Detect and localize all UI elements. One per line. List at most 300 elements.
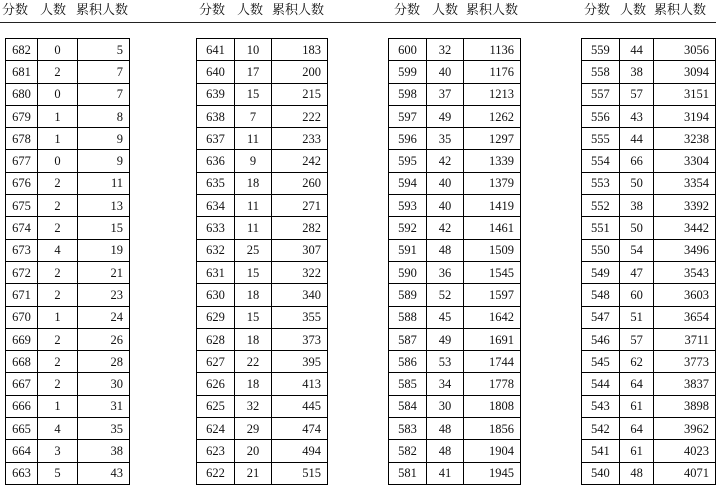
count-cell: 2 — [38, 172, 78, 194]
count-cell: 35 — [427, 128, 464, 150]
table-row — [6, 306, 130, 328]
count-cell: 3 — [38, 440, 78, 462]
score-cell: 641 — [197, 39, 235, 61]
count-cell: 54 — [619, 239, 654, 261]
cumulative-cell: 3354 — [654, 172, 716, 194]
table-row — [582, 128, 716, 150]
count-cell: 30 — [427, 395, 464, 417]
score-table-block — [5, 38, 130, 485]
score-table — [5, 38, 130, 485]
score-cell: 679 — [6, 105, 38, 127]
count-cell: 11 — [235, 217, 272, 239]
score-cell: 628 — [197, 328, 235, 350]
score-cell: 622 — [197, 462, 235, 484]
count-cell: 44 — [619, 39, 654, 61]
score-cell: 544 — [582, 373, 620, 395]
cumulative-cell: 7 — [78, 61, 130, 83]
table-row — [582, 150, 716, 172]
cumulative-cell: 215 — [272, 83, 328, 105]
header-score: 分数 — [394, 2, 421, 17]
count-cell: 15 — [235, 83, 272, 105]
score-cell: 630 — [197, 284, 235, 306]
count-cell: 57 — [619, 83, 654, 105]
score-cell: 545 — [582, 351, 620, 373]
count-cell: 4 — [38, 418, 78, 440]
score-cell: 664 — [6, 440, 38, 462]
score-table-block — [388, 38, 521, 485]
table-row — [582, 284, 716, 306]
table-row — [582, 261, 716, 283]
cumulative-cell: 1945 — [464, 462, 521, 484]
cumulative-cell: 322 — [272, 261, 328, 283]
table-row — [6, 351, 130, 373]
score-cell: 551 — [582, 217, 620, 239]
cumulative-cell: 1461 — [464, 217, 521, 239]
count-cell: 0 — [38, 83, 78, 105]
score-table — [196, 38, 328, 485]
count-cell: 49 — [427, 328, 464, 350]
cumulative-cell: 24 — [78, 306, 130, 328]
score-cell: 639 — [197, 83, 235, 105]
cumulative-cell: 395 — [272, 351, 328, 373]
header-score: 分数 — [2, 2, 29, 17]
cumulative-cell: 11 — [78, 172, 130, 194]
cumulative-cell: 1419 — [464, 195, 521, 217]
score-cell: 672 — [6, 261, 38, 283]
cumulative-cell: 38 — [78, 440, 130, 462]
table-row — [6, 328, 130, 350]
cumulative-cell: 3837 — [654, 373, 716, 395]
cumulative-cell: 1509 — [464, 239, 521, 261]
score-cell: 581 — [389, 462, 427, 484]
score-cell: 636 — [197, 150, 235, 172]
count-cell: 21 — [235, 462, 272, 484]
cumulative-cell: 445 — [272, 395, 328, 417]
header-cumulative: 累积人数 — [654, 2, 707, 17]
header-count: 人数 — [237, 2, 264, 17]
cumulative-cell: 307 — [272, 239, 328, 261]
score-cell: 553 — [582, 172, 620, 194]
score-cell: 559 — [582, 39, 620, 61]
cumulative-cell: 1297 — [464, 128, 521, 150]
score-table-block — [581, 38, 716, 485]
score-cell: 595 — [389, 150, 427, 172]
header-cumulative: 累积人数 — [76, 2, 129, 17]
score-cell: 546 — [582, 328, 620, 350]
table-row — [6, 284, 130, 306]
count-cell: 34 — [427, 373, 464, 395]
cumulative-cell: 271 — [272, 195, 328, 217]
cumulative-cell: 1176 — [464, 61, 521, 83]
score-cell: 640 — [197, 61, 235, 83]
cumulative-cell: 200 — [272, 61, 328, 83]
count-cell: 38 — [619, 61, 654, 83]
score-cell: 633 — [197, 217, 235, 239]
score-cell: 631 — [197, 261, 235, 283]
count-cell: 40 — [427, 61, 464, 83]
table-row — [197, 83, 328, 105]
cumulative-cell: 19 — [78, 239, 130, 261]
score-cell: 675 — [6, 195, 38, 217]
cumulative-cell: 3304 — [654, 150, 716, 172]
table-row — [582, 39, 716, 61]
cumulative-cell: 9 — [78, 150, 130, 172]
count-cell: 11 — [235, 195, 272, 217]
table-row — [582, 217, 716, 239]
table-row — [582, 373, 716, 395]
count-cell: 36 — [427, 261, 464, 283]
score-cell: 550 — [582, 239, 620, 261]
score-cell: 632 — [197, 239, 235, 261]
cumulative-cell: 31 — [78, 395, 130, 417]
table-row — [6, 395, 130, 417]
count-cell: 10 — [235, 39, 272, 61]
table-row — [6, 172, 130, 194]
count-cell: 20 — [235, 440, 272, 462]
score-cell: 592 — [389, 217, 427, 239]
score-cell: 665 — [6, 418, 38, 440]
score-cell: 542 — [582, 418, 620, 440]
table-row — [6, 195, 130, 217]
count-cell: 62 — [619, 351, 654, 373]
count-cell: 1 — [38, 306, 78, 328]
count-cell: 22 — [235, 351, 272, 373]
cumulative-cell: 35 — [78, 418, 130, 440]
count-cell: 48 — [619, 462, 654, 484]
cumulative-cell: 1379 — [464, 172, 521, 194]
score-cell: 629 — [197, 306, 235, 328]
cumulative-cell: 3056 — [654, 39, 716, 61]
table-row — [389, 351, 521, 373]
cumulative-cell: 282 — [272, 217, 328, 239]
cumulative-cell: 3496 — [654, 239, 716, 261]
count-cell: 15 — [235, 306, 272, 328]
count-cell: 1 — [38, 105, 78, 127]
count-cell: 2 — [38, 351, 78, 373]
table-row — [389, 306, 521, 328]
header-score: 分数 — [584, 2, 611, 17]
score-cell: 582 — [389, 440, 427, 462]
cumulative-cell: 3654 — [654, 306, 716, 328]
cumulative-cell: 183 — [272, 39, 328, 61]
table-row — [582, 418, 716, 440]
table-row — [6, 150, 130, 172]
table-row — [582, 172, 716, 194]
cumulative-cell: 260 — [272, 172, 328, 194]
cumulative-cell: 7 — [78, 83, 130, 105]
count-cell: 42 — [427, 217, 464, 239]
table-row — [389, 217, 521, 239]
header-score: 分数 — [199, 2, 226, 17]
score-cell: 548 — [582, 284, 620, 306]
count-cell: 2 — [38, 261, 78, 283]
cumulative-cell: 1545 — [464, 261, 521, 283]
cumulative-cell: 3773 — [654, 351, 716, 373]
table-row — [6, 418, 130, 440]
score-cell: 674 — [6, 217, 38, 239]
cumulative-cell: 23 — [78, 284, 130, 306]
header-count: 人数 — [40, 2, 67, 17]
table-row — [197, 284, 328, 306]
table-row — [197, 373, 328, 395]
score-cell: 663 — [6, 462, 38, 484]
score-cell: 667 — [6, 373, 38, 395]
table-row — [389, 172, 521, 194]
cumulative-cell: 1691 — [464, 328, 521, 350]
table-row — [389, 418, 521, 440]
score-cell: 554 — [582, 150, 620, 172]
score-cell: 677 — [6, 150, 38, 172]
score-cell: 635 — [197, 172, 235, 194]
score-cell: 670 — [6, 306, 38, 328]
score-cell: 585 — [389, 373, 427, 395]
count-cell: 43 — [619, 105, 654, 127]
header-count: 人数 — [432, 2, 459, 17]
table-row — [197, 418, 328, 440]
table-row — [197, 150, 328, 172]
header-cumulative: 累积人数 — [466, 2, 519, 17]
cumulative-cell: 9 — [78, 128, 130, 150]
score-cell: 594 — [389, 172, 427, 194]
count-cell: 48 — [427, 440, 464, 462]
count-cell: 42 — [427, 150, 464, 172]
score-cell: 540 — [582, 462, 620, 484]
count-cell: 40 — [427, 195, 464, 217]
cumulative-cell: 4071 — [654, 462, 716, 484]
score-cell: 637 — [197, 128, 235, 150]
score-cell: 634 — [197, 195, 235, 217]
score-cell: 638 — [197, 105, 235, 127]
count-cell: 9 — [235, 150, 272, 172]
count-cell: 66 — [619, 150, 654, 172]
cumulative-cell: 3898 — [654, 395, 716, 417]
cumulative-cell: 26 — [78, 328, 130, 350]
table-row — [197, 39, 328, 61]
cumulative-cell: 3238 — [654, 128, 716, 150]
table-row — [197, 351, 328, 373]
cumulative-cell: 21 — [78, 261, 130, 283]
count-cell: 18 — [235, 328, 272, 350]
score-cell: 599 — [389, 61, 427, 83]
table-row — [582, 83, 716, 105]
count-cell: 41 — [427, 462, 464, 484]
cumulative-cell: 5 — [78, 39, 130, 61]
count-cell: 11 — [235, 128, 272, 150]
cumulative-cell: 3543 — [654, 261, 716, 283]
table-row — [389, 83, 521, 105]
count-cell: 7 — [235, 105, 272, 127]
score-cell: 671 — [6, 284, 38, 306]
table-row — [197, 217, 328, 239]
count-cell: 2 — [38, 195, 78, 217]
score-cell: 583 — [389, 418, 427, 440]
table-row — [197, 172, 328, 194]
cumulative-cell: 1744 — [464, 351, 521, 373]
cumulative-cell: 3711 — [654, 328, 716, 350]
cumulative-cell: 3603 — [654, 284, 716, 306]
count-cell: 2 — [38, 328, 78, 350]
cumulative-cell: 13 — [78, 195, 130, 217]
cumulative-cell: 474 — [272, 418, 328, 440]
score-cell: 669 — [6, 328, 38, 350]
score-cell: 589 — [389, 284, 427, 306]
score-cell: 597 — [389, 105, 427, 127]
score-cell: 587 — [389, 328, 427, 350]
table-row — [6, 261, 130, 283]
score-cell: 552 — [582, 195, 620, 217]
count-cell: 52 — [427, 284, 464, 306]
score-table — [581, 38, 716, 485]
count-cell: 61 — [619, 440, 654, 462]
cumulative-cell: 1778 — [464, 373, 521, 395]
score-cell: 623 — [197, 440, 235, 462]
table-row — [6, 373, 130, 395]
count-cell: 64 — [619, 418, 654, 440]
count-cell: 15 — [235, 261, 272, 283]
count-cell: 2 — [38, 217, 78, 239]
count-cell: 32 — [427, 39, 464, 61]
count-cell: 45 — [427, 306, 464, 328]
cumulative-cell: 28 — [78, 351, 130, 373]
count-cell: 40 — [427, 172, 464, 194]
count-cell: 1 — [38, 128, 78, 150]
score-cell: 627 — [197, 351, 235, 373]
table-row — [389, 195, 521, 217]
table-row — [6, 217, 130, 239]
score-cell: 678 — [6, 128, 38, 150]
score-cell: 625 — [197, 395, 235, 417]
cumulative-cell: 1339 — [464, 150, 521, 172]
table-row — [389, 261, 521, 283]
score-cell: 600 — [389, 39, 427, 61]
score-cell: 591 — [389, 239, 427, 261]
table-row — [6, 239, 130, 261]
score-cell: 586 — [389, 351, 427, 373]
count-cell: 2 — [38, 284, 78, 306]
table-row — [197, 306, 328, 328]
count-cell: 1 — [38, 395, 78, 417]
score-cell: 557 — [582, 83, 620, 105]
count-cell: 64 — [619, 373, 654, 395]
count-cell: 60 — [619, 284, 654, 306]
cumulative-cell: 1262 — [464, 105, 521, 127]
cumulative-cell: 3094 — [654, 61, 716, 83]
cumulative-cell: 1213 — [464, 83, 521, 105]
cumulative-cell: 15 — [78, 217, 130, 239]
table-row — [6, 440, 130, 462]
score-table-block — [196, 38, 328, 485]
cumulative-cell: 8 — [78, 105, 130, 127]
cumulative-cell: 1904 — [464, 440, 521, 462]
count-cell: 29 — [235, 418, 272, 440]
table-row — [389, 440, 521, 462]
table-row — [6, 462, 130, 484]
score-cell: 596 — [389, 128, 427, 150]
table-row — [582, 105, 716, 127]
count-cell: 25 — [235, 239, 272, 261]
table-row — [582, 351, 716, 373]
count-cell: 38 — [619, 195, 654, 217]
score-cell: 541 — [582, 440, 620, 462]
count-cell: 51 — [619, 306, 654, 328]
score-cell: 555 — [582, 128, 620, 150]
cumulative-cell: 1642 — [464, 306, 521, 328]
count-cell: 32 — [235, 395, 272, 417]
table-row — [197, 61, 328, 83]
table-row — [197, 395, 328, 417]
table-row — [582, 462, 716, 484]
cumulative-cell: 3442 — [654, 217, 716, 239]
table-row — [389, 373, 521, 395]
count-cell: 0 — [38, 150, 78, 172]
table-row — [197, 239, 328, 261]
cumulative-cell: 4023 — [654, 440, 716, 462]
cumulative-cell: 242 — [272, 150, 328, 172]
table-row — [582, 61, 716, 83]
cumulative-cell: 1856 — [464, 418, 521, 440]
count-cell: 4 — [38, 239, 78, 261]
cumulative-cell: 3392 — [654, 195, 716, 217]
count-cell: 37 — [427, 83, 464, 105]
cumulative-cell: 222 — [272, 105, 328, 127]
count-cell: 18 — [235, 373, 272, 395]
score-cell: 558 — [582, 61, 620, 83]
table-row — [197, 105, 328, 127]
table-row — [6, 128, 130, 150]
score-cell: 588 — [389, 306, 427, 328]
score-cell: 543 — [582, 395, 620, 417]
table-row — [6, 61, 130, 83]
score-cell: 590 — [389, 261, 427, 283]
header-count: 人数 — [620, 2, 647, 17]
table-row — [389, 150, 521, 172]
score-table — [388, 38, 521, 485]
cumulative-cell: 1597 — [464, 284, 521, 306]
table-row — [197, 440, 328, 462]
table-row — [582, 395, 716, 417]
table-row — [389, 39, 521, 61]
count-cell: 17 — [235, 61, 272, 83]
score-cell: 624 — [197, 418, 235, 440]
table-row — [389, 239, 521, 261]
cumulative-cell: 340 — [272, 284, 328, 306]
score-cell: 547 — [582, 306, 620, 328]
header-cumulative: 累积人数 — [272, 2, 325, 17]
score-cell: 593 — [389, 195, 427, 217]
count-cell: 48 — [427, 418, 464, 440]
score-cell: 682 — [6, 39, 38, 61]
table-row — [197, 462, 328, 484]
count-cell: 18 — [235, 284, 272, 306]
table-row — [389, 328, 521, 350]
score-cell: 626 — [197, 373, 235, 395]
count-cell: 47 — [619, 261, 654, 283]
score-cell: 549 — [582, 261, 620, 283]
count-cell: 5 — [38, 462, 78, 484]
table-row — [197, 128, 328, 150]
count-cell: 61 — [619, 395, 654, 417]
cumulative-cell: 515 — [272, 462, 328, 484]
cumulative-cell: 1136 — [464, 39, 521, 61]
count-cell: 50 — [619, 217, 654, 239]
table-row — [389, 61, 521, 83]
cumulative-cell: 3962 — [654, 418, 716, 440]
table-row — [197, 328, 328, 350]
cumulative-cell: 233 — [272, 128, 328, 150]
cumulative-cell: 373 — [272, 328, 328, 350]
table-row — [6, 39, 130, 61]
score-cell: 680 — [6, 83, 38, 105]
